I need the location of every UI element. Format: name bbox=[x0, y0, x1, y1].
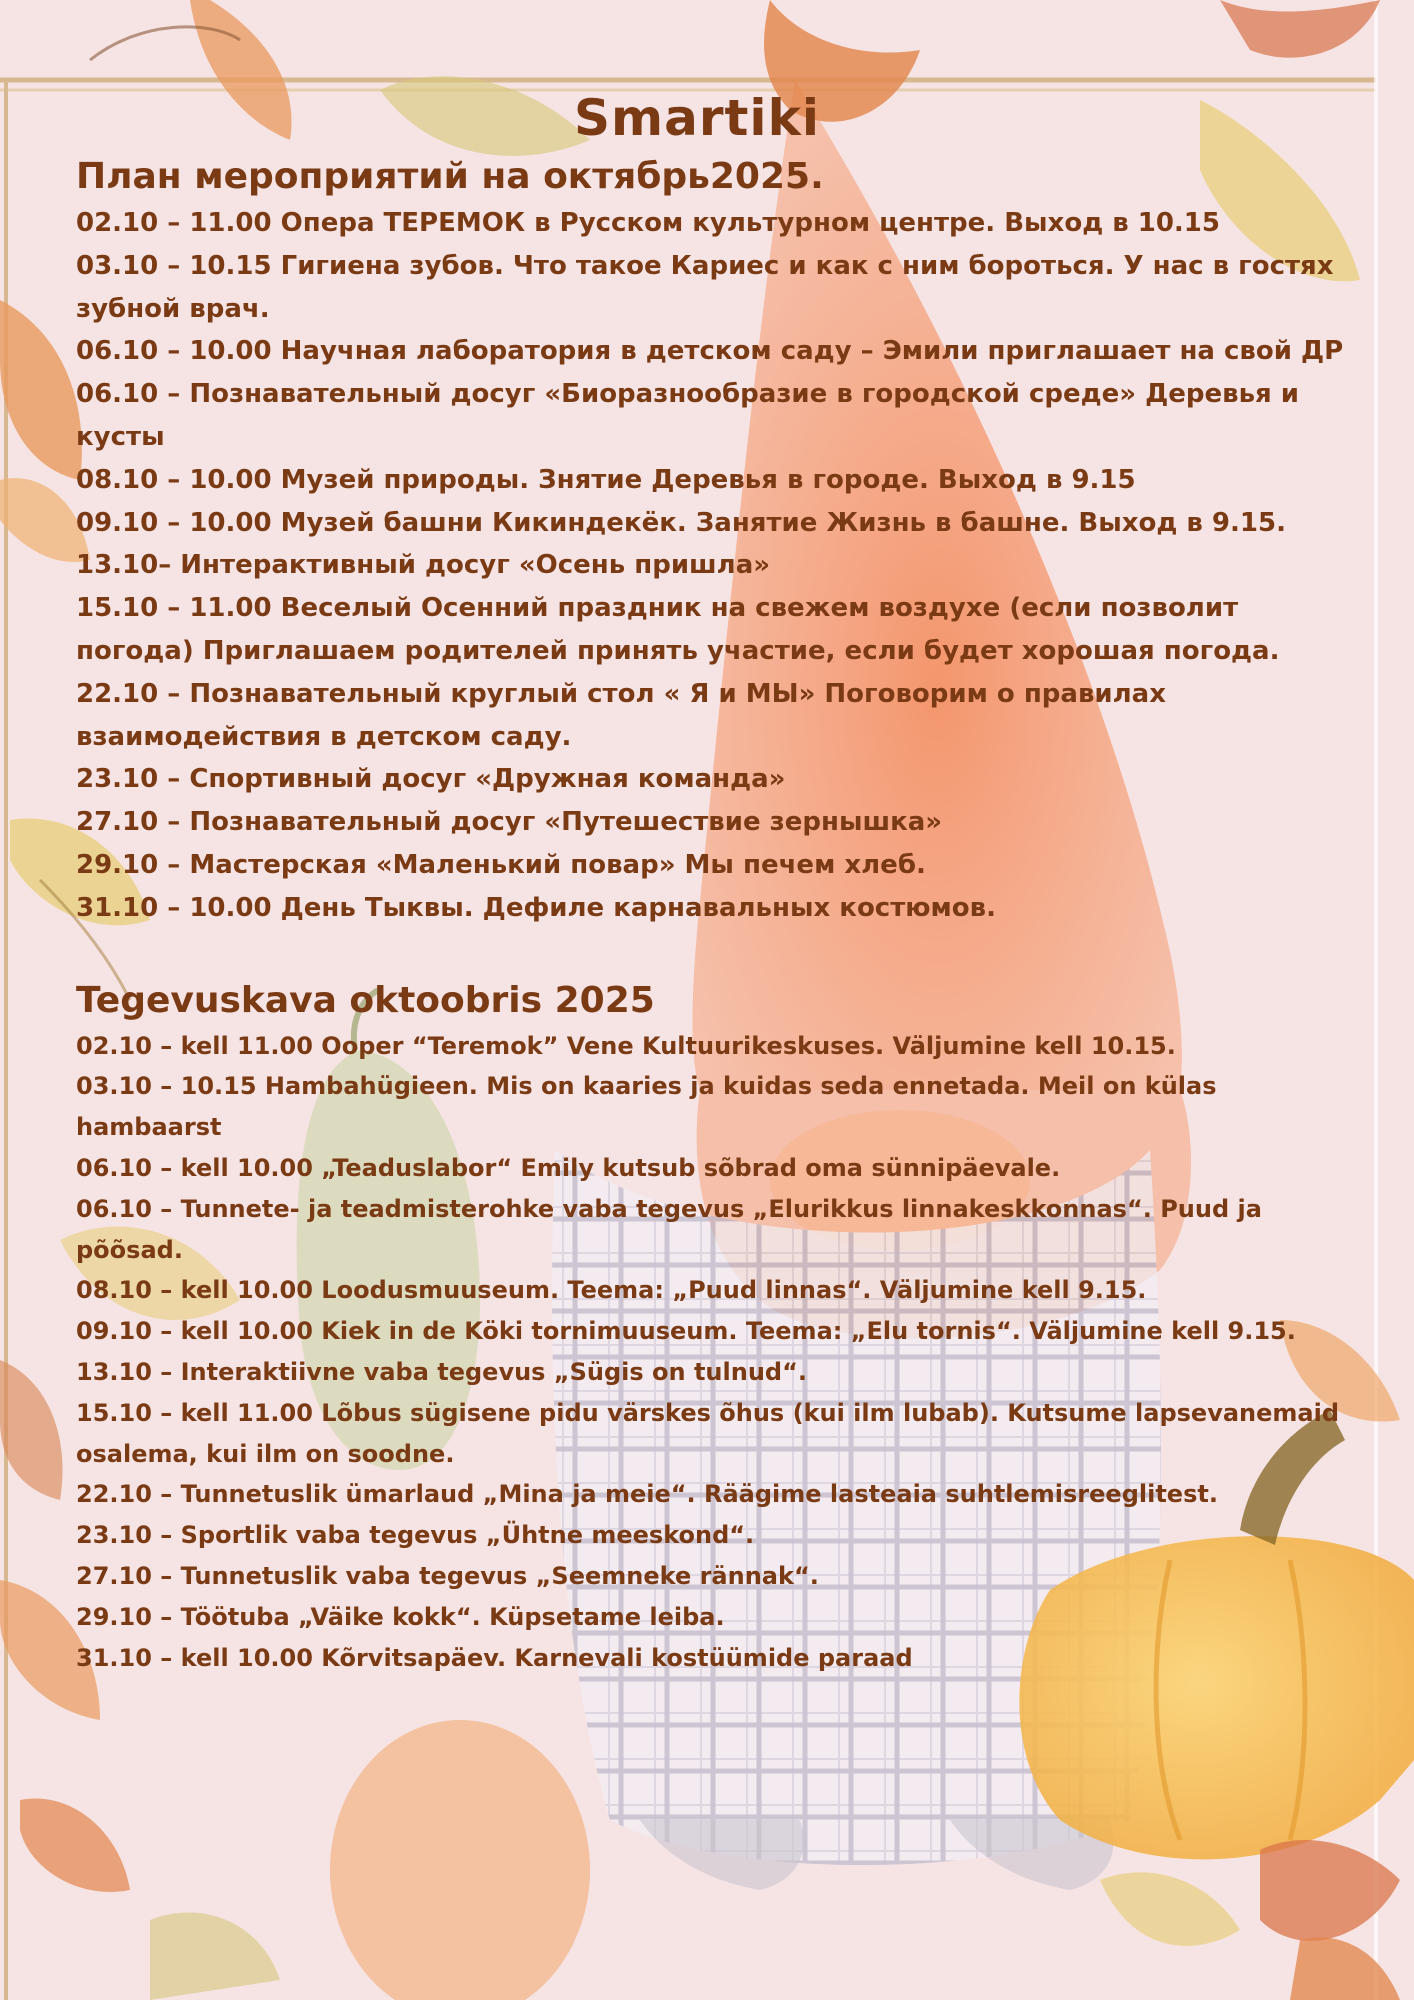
list-item: 08.10 – 10.00 Музей природы. Знятие Деревья в городе. Выход в 9.15 bbox=[76, 464, 1136, 495]
list-item: 03.10 – 10.15 Гигиена зубов. Что такое Кариес и как с ним бороться. У нас в гостях зубной врач. bbox=[76, 250, 1334, 324]
list-item: 22.10 – Познавательный круглый стол « Я и МЫ» Поговорим о правилах взаимодействия в детском саду. bbox=[76, 678, 1166, 752]
list-item: 08.10 – kell 10.00 Loodusmuuseum. Teema: „Puud linnas“. Väljumine kell 9.15. bbox=[76, 1276, 1147, 1305]
list-item: 02.10 – 11.00 Опера ТЕРЕМОК в Русском культурном центре. Выход в 10.15 bbox=[76, 208, 1220, 238]
list-item: 29.10 – Мастерская «Маленький повар» Мы печем хлеб. bbox=[76, 849, 926, 880]
list-item: 22.10 – Tunnetuslik ümarlaud „Mina ja meie“. Räägime lasteaia suhtlemisreeglitest. bbox=[76, 1480, 1218, 1509]
ru-event-list bbox=[76, 202, 1346, 930]
brand-title: Smartiki bbox=[574, 89, 820, 147]
list-item: 29.10 – Töötuba „Väike kokk“. Küpsetame leiba. bbox=[76, 1602, 725, 1631]
list-item: 23.10 – Спортивный досуг «Дружная команда» bbox=[76, 764, 786, 795]
schedule-document bbox=[76, 88, 1346, 1678]
list-item: 06.10 – 10.00 Научная лаборатория в детском саду – Эмили приглашает на свой ДР bbox=[76, 336, 1344, 367]
list-item: 27.10 – Познавательный досуг «Путешествие зернышка» bbox=[76, 807, 943, 838]
list-item: 23.10 – Sportlik vaba tegevus „Ühtne meeskond“. bbox=[76, 1521, 755, 1550]
list-item: 06.10 – Tunnete- ja teadmisterohke vaba tegevus „Elurikkus linnakeskkonnas“. Puud ja põõsad. bbox=[76, 1194, 1262, 1264]
list-item: 09.10 – 10.00 Музей башни Кикиндекёк. Занятие Жизнь в башне. Выход в 9.15. bbox=[76, 507, 1286, 538]
list-item: 13.10 – Interaktiivne vaba tegevus „Sügis on tulnud“. bbox=[76, 1357, 807, 1386]
list-item: 31.10 – 10.00 День Тыквы. Дефиле карнавальных костюмов. bbox=[76, 892, 997, 923]
small-pumpkin-illustration bbox=[330, 1720, 590, 2000]
list-item: 27.10 – Tunnetuslik vaba tegevus „Seemneke rännak“. bbox=[76, 1561, 819, 1590]
list-item: 09.10 – kell 10.00 Kiek in de Köki tornimuuseum. Teema: „Elu tornis“. Väljumine kell 9.15. bbox=[76, 1317, 1296, 1346]
list-item: 15.10 – kell 11.00 Lõbus sügisene pidu värskes õhus (kui ilm lubab). Kutsume lapsevanemaid osalema, kui ilm on soodne. bbox=[76, 1398, 1340, 1468]
ru-heading: План мероприятий на октябрь2025. bbox=[76, 156, 824, 197]
et-event-list bbox=[76, 1026, 1346, 1679]
list-item: 31.10 – kell 10.00 Kõrvitsapäev. Karnevali kostüümide paraad bbox=[76, 1643, 913, 1672]
list-item: 06.10 – kell 10.00 „Teaduslabor“ Emily kutsub sõbrad oma sünnipäevale. bbox=[76, 1153, 1061, 1182]
list-item: 06.10 – Познавательный досуг «Биоразнообразие в городской среде» Деревья и кусты bbox=[76, 379, 1299, 452]
list-item: 02.10 – kell 11.00 Ooper “Teremok” Vene Kultuurikeskuses. Väljumine kell 10.15. bbox=[76, 1031, 1176, 1060]
list-item: 13.10– Интерактивный досуг «Осень пришла» bbox=[76, 550, 771, 581]
list-item: 03.10 – 10.15 Hambahügieen. Mis on kaaries ja kuidas seda ennetada. Meil on külas hambaarst bbox=[76, 1072, 1217, 1142]
list-item: 15.10 – 11.00 Веселый Осенний праздник на свежем воздухе (если позволит погода) Приглашаем родителей принять участие, если будет хорошая погода. bbox=[76, 593, 1280, 666]
et-heading: Tegevuskava oktoobris 2025 bbox=[76, 979, 655, 1021]
